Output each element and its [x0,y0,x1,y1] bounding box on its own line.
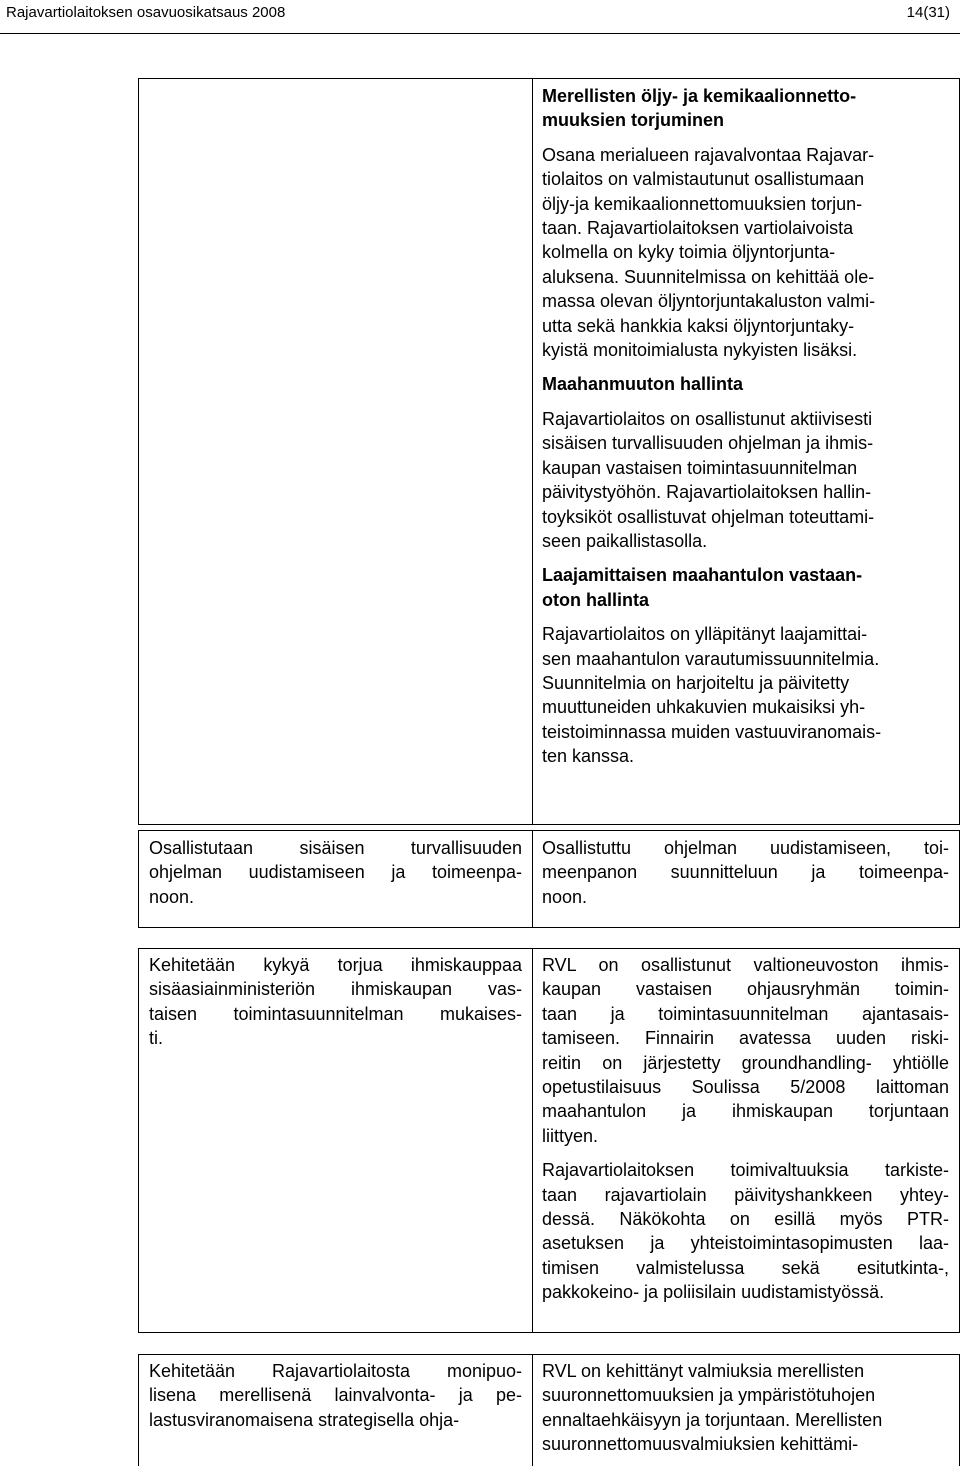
row4-right-cell [532,1354,960,1466]
goal-text-human-trafficking: Kehitetään kykyä torjua ihmiskauppaa sisäasiainministeriön ihmiskaupan vas- taisen toimintasuunnitelman mukaises- ti. [149,955,522,1049]
goal-text-maritime-enforcement: Kehitetään Rajavartiolaitosta monipuo- lisena merellisenä lainvalvonta- ja pe- lastusviranomaisena strategisella ohja- [149,1361,522,1430]
goal-text-internal-security: Osallistutaan sisäisen turvallisuuden ohjelman uudistamiseen ja toimeenpa- noon. [149,838,522,907]
row1-left-cell [138,78,533,825]
row4-left-cell [138,1354,533,1466]
paragraph-oil-spill: Osana merialueen rajavalvontaa Rajavar- tiolaitos on valmistautunut osallistumaan öljy-ja kemikaalionnettomuuksien torjun- taan. Rajavartiolaitoksen vartiolaivoista kolmella on kyky toimia öljyntorjunta- aluksena. Suunnitelmissa on kehittää ole- massa olevan öljyntorjuntakaluston valmi- utta sekä hankkia kaksi öljyntorjuntaky- kyistä monitoimialusta nykyisten lisäksi. [542,144,876,361]
section-heading-oil-spill: Merellisten öljy- ja kemikaalionnetto- muuksien torjuminen [542,86,857,131]
row3-left-cell [138,948,533,1333]
section-heading-mass-influx: Laajamittaisen maahantulon vastaan- oton hallinta [542,565,863,610]
result-text-internal-security: Osallistuttu ohjelman uudistamiseen, toi- meenpanon suunnitteluun ja toimeenpa- noon. [542,838,949,907]
report-table [138,78,960,1466]
row3-right-cell [532,948,960,1333]
page-number: 14(31) [906,4,950,21]
paragraph-mass-influx: Rajavartiolaitos on ylläpitänyt laajamittai- sen maahantulon varautumissuunnitelmia. Suunnitelmia on harjoiteltu ja päivitetty muuttuneiden uhkakuvien mukaisiksi yh- teistoiminnassa muiden vastuuviranomais- ten kanssa. [542,624,882,767]
row1-right-cell [532,78,960,825]
paragraph-immigration: Rajavartiolaitos on osallistunut aktiivisesti sisäisen turvallisuuden ohjelman ja ihmis- kaupan vastaisen toimintasuunnitelman päivitystyöhön. Rajavartiolaitoksen hallin- toyksiköt osallistuvat ohjelman toteuttami- seen paikallistasolla. [542,408,875,551]
page-header [0,0,960,34]
row2-left-cell [138,830,533,928]
result-text-human-trafficking: RVL on osallistunut valtioneuvoston ihmis- kaupan vastaisen ohjausryhmän toimin- taan ja toimintasuunnitelman ajantasais- tamiseen. Finnairin avatessa uuden riski- reitin on järjestetty groundhandling- yhtiölle opetustilaisuus Soulissa 5/2008 laittoman maahantulon ja ihmiskaupan torjuntaan liittyen. [542,955,949,1146]
section-heading-immigration: Maahanmuuton hallinta [542,374,744,395]
document-title: Rajavartiolaitoksen osavuosikatsaus 2008 [6,4,286,21]
result-text-border-guard-powers: Rajavartiolaitoksen toimivaltuuksia tarkiste- taan rajavartiolain päivityshankkeen yhtey- dessä. Näkökohta on esillä myös PTR- asetuksen ja yhteistoimintasopimusten laa- timisen valmistelussa sekä esitutkinta-, pakkokeino- ja poliisilain uudistamistyössä. [542,1160,949,1303]
result-text-maritime-enforcement: RVL on kehittänyt valmiuksia merellisten suuronnettomuuksien ja ympäristötuhojen ennaltaehkäisyyn ja torjuntaan. Merellisten suuronnettomuusvalmiuksien kehittämi- [542,1361,883,1455]
row2-right-cell [532,830,960,928]
